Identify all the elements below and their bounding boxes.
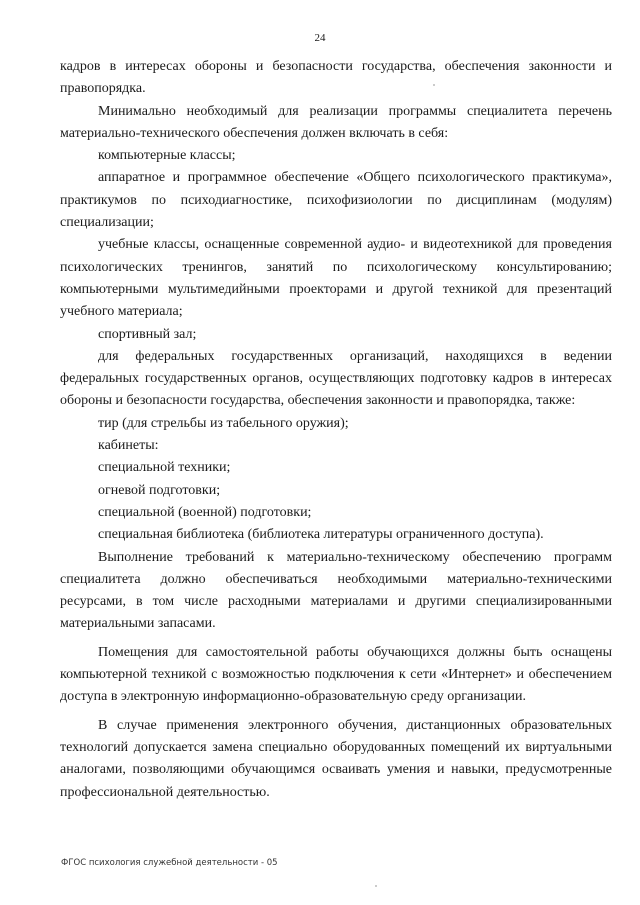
list-item-sports-hall: спортивный зал;	[98, 326, 197, 342]
list-item-shooting-range: тир (для стрельбы из табельного оружия);	[98, 415, 349, 431]
paragraph-requirements-fulfillment: Выполнение требований к материально-техническому обеспечению программ специалитета должно обеспечиваться необходимыми материально-техническими ресурсами, в том числе расходными материалами и другими специализированными материальными запасами.	[60, 549, 612, 632]
paragraph-e-learning: В случае применения электронного обучения, дистанционных образовательных технологий допускается замена специально оборудованных помещений их виртуальными аналогами, позволяющими обучающимся осваивать умения и навыки, предусмотренные профессиональной деятельностью.	[60, 717, 612, 800]
list-item-cabinets: кабинеты:	[98, 438, 159, 454]
document-body	[60, 56, 612, 804]
page-footer: ФГОС психология служебной деятельности - 05	[61, 858, 278, 868]
paragraph-self-study-rooms: Помещения для самостоятельной работы обучающихся должны быть оснащены компьютерной техникой с возможностью подключения к сети «Интернет» и обеспечением доступа в электронную информационно-образовательную среду организации.	[60, 644, 612, 705]
list-item-hardware-software: аппаратное и программное обеспечение «Общего психологического практикума», практикумов по психодиагностике, психофизиологии по дисциплинам (модулям) специализации;	[60, 170, 612, 231]
list-item-special-library: специальная библиотека (библиотека литературы ограниченного доступа).	[98, 527, 544, 543]
list-item-computer-classes: компьютерные классы;	[98, 148, 236, 164]
list-item-classrooms: учебные классы, оснащенные современной аудио- и видеотехникой для проведения психологических тренингов, занятий по психологическому консультированию; компьютерными мультимедийными проекторами и другой техникой для презентаций учебного материала;	[60, 237, 612, 320]
list-item-special-equipment: специальной техники;	[98, 460, 231, 476]
list-item-fire-training: огневой подготовки;	[98, 482, 221, 498]
paragraph-continuation: кадров в интересах обороны и безопасности государства, обеспечения законности и правопорядка.	[60, 59, 612, 97]
page-number: 24	[314, 32, 326, 44]
scan-speck	[433, 84, 435, 86]
scan-speck	[375, 885, 377, 887]
paragraph-requirements-intro: Минимально необходимый для реализации программы специалитета перечень материально-технического обеспечения должен включать в себя:	[60, 103, 612, 141]
paragraph-federal-organizations: для федеральных государственных организаций, находящихся в ведении федеральных государственных органов, осуществляющих подготовку кадров в интересах обороны и безопасности государства, обеспечения законности и правопорядка, также:	[60, 348, 612, 409]
list-item-military-training: специальной (военной) подготовки;	[98, 504, 312, 520]
